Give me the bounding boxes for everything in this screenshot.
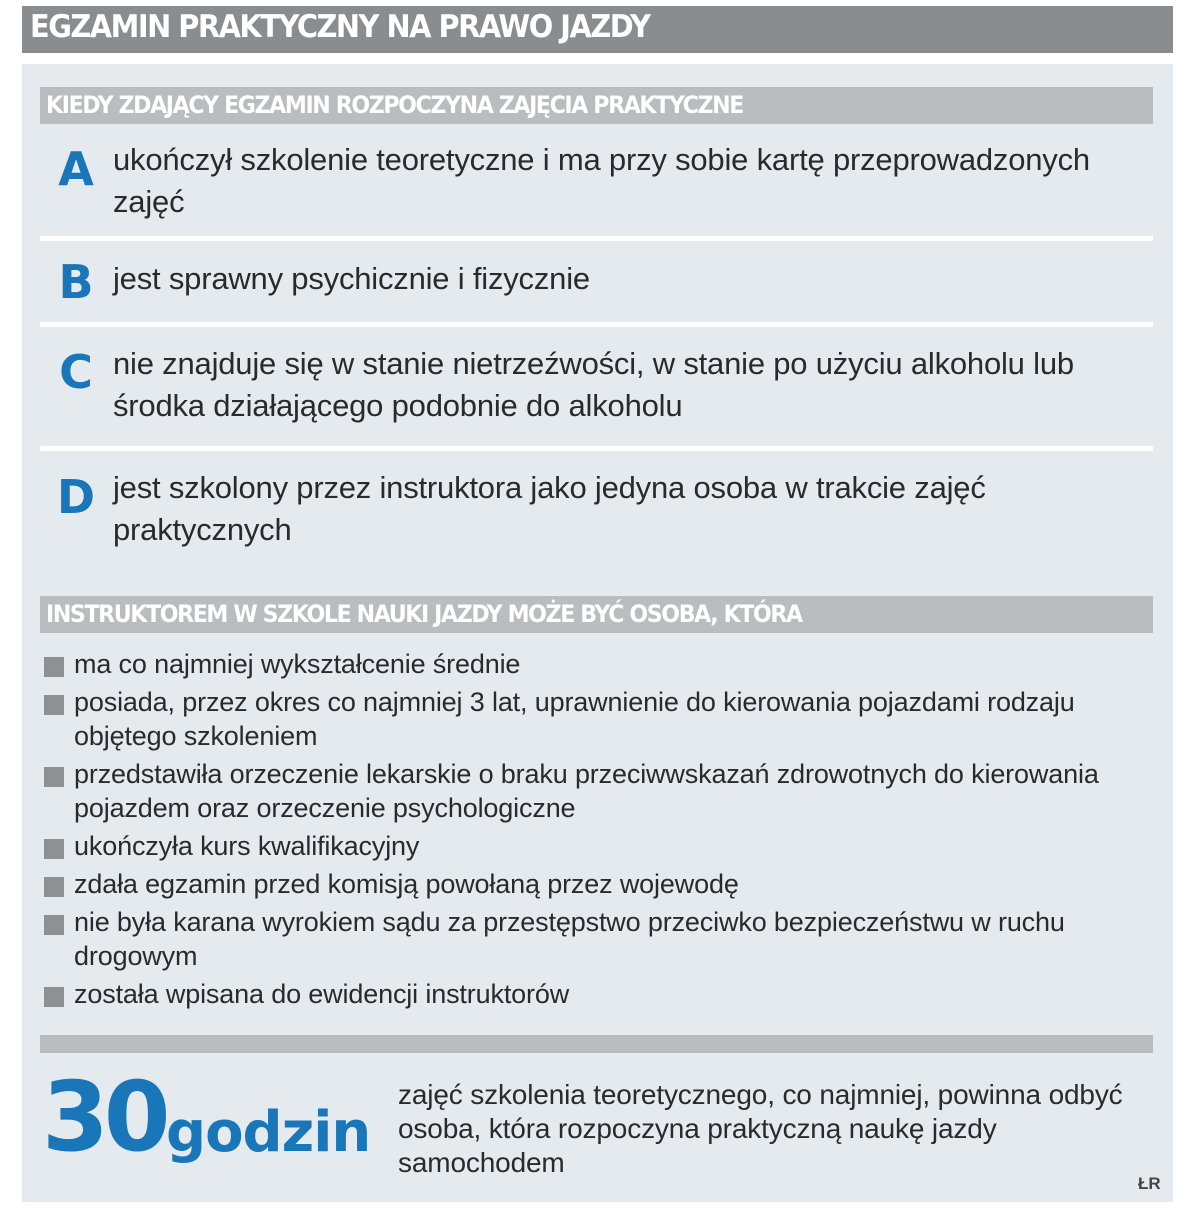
- item-text-d: jest szkolony przez instruktora jako jedyna osoba w trakcie zajęć praktycznych: [113, 470, 986, 547]
- item-letter-a: A: [58, 142, 94, 196]
- section-header-label: INSTRUKTOREM W SZKOLE NAUKI JAZDY MOŻE BYĆ OSOBA, KTÓRA: [46, 600, 802, 628]
- item-letter-c: C: [59, 345, 93, 399]
- item-letter-b: B: [58, 255, 94, 309]
- section-header-instructor: [40, 596, 1153, 633]
- list-item: ma co najmniej wykształcenie średnie: [44, 647, 1154, 681]
- square-bullet-icon: [44, 839, 64, 859]
- item-text-a: ukończył szkolenie teoretyczne i ma przy sobie kartę przeprowadzonych zajęć: [113, 142, 1090, 219]
- section-header-label: KIEDY ZDAJĄCY EGZAMIN ROZPOCZYNA ZAJĘCIA PRAKTYCZNE: [46, 91, 743, 119]
- content-panel: [22, 64, 1173, 1202]
- item-text-b: jest sprawny psychicznie i fizycznie: [113, 261, 590, 296]
- stat-number: 30: [42, 1061, 166, 1173]
- square-bullet-icon: [44, 695, 64, 715]
- stat-unit: godzin: [166, 1100, 371, 1165]
- square-bullet-icon: [44, 877, 64, 897]
- page-title: EGZAMIN PRAKTYCZNY NA PRAWO JAZDY: [30, 9, 650, 45]
- list-item: przedstawiła orzeczenie lekarskie o braku przeciwwskazań zdrowotnych do kierowania pojazdem oraz orzeczenie psychologiczne: [44, 757, 1154, 825]
- square-bullet-icon: [44, 987, 64, 1007]
- separator-bar: [40, 1035, 1153, 1053]
- square-bullet-icon: [44, 657, 64, 677]
- instructor-requirements-list: [44, 647, 1154, 1015]
- item-text-c: nie znajduje się w stanie nietrzeźwości, w stanie po użyciu alkoholu lub środka działającego podobnie do alkoholu: [113, 346, 1074, 423]
- square-bullet-icon: [44, 915, 64, 935]
- square-bullet-icon: [44, 767, 64, 787]
- divider: [40, 236, 1153, 241]
- list-item: posiada, przez okres co najmniej 3 lat, uprawnienie do kierowania pojazdami rodzaju objętego szkoleniem: [44, 685, 1154, 753]
- author-credit: ŁR: [1138, 1174, 1161, 1193]
- stat-description: zajęć szkolenia teoretycznego, co najmniej, powinna odbyć osoba, która rozpoczyna praktyczną naukę jazdy samochodem: [398, 1079, 1123, 1178]
- title-bar: [22, 6, 1173, 53]
- item-letter-d: D: [56, 470, 96, 524]
- list-item: nie była karana wyrokiem sądu za przestępstwo przeciwko bezpieczeństwu w ruchu drogowym: [44, 905, 1154, 973]
- section-header-requirements: [40, 87, 1153, 124]
- list-item: ukończyła kurs kwalifikacyjny: [44, 829, 1154, 863]
- divider: [40, 322, 1153, 327]
- divider: [40, 446, 1153, 451]
- list-item: zdała egzamin przed komisją powołaną przez wojewodę: [44, 867, 1154, 901]
- list-item: została wpisana do ewidencji instruktorów: [44, 977, 1154, 1011]
